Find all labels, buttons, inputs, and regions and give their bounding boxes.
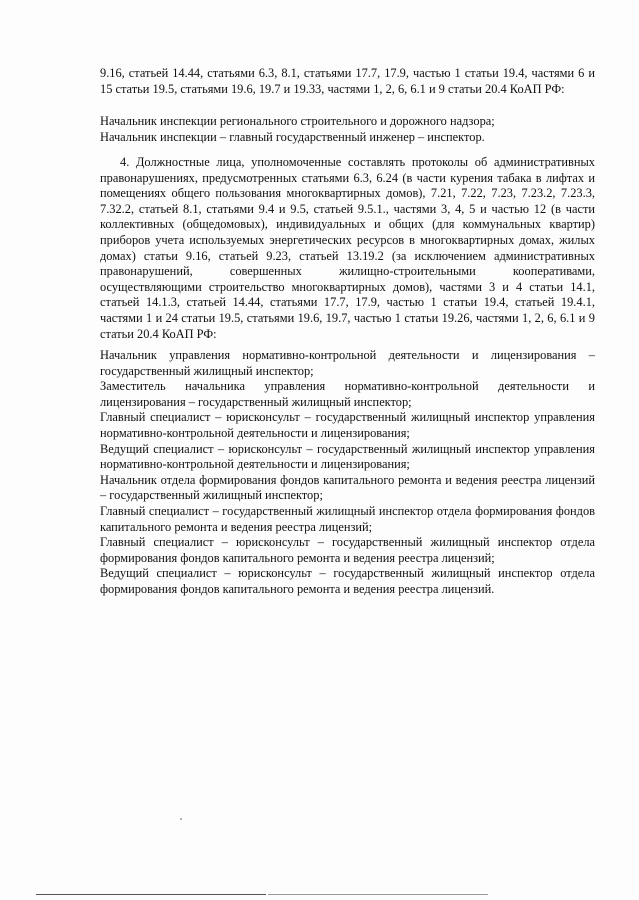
scan-speck <box>180 818 182 820</box>
footer-rule-faint <box>268 894 488 895</box>
official-item: Начальник инспекции – главный государственный инженер – инспектор. <box>100 129 485 144</box>
paragraph-4: 4. Должностные лица, уполномоченные составлять протоколы об административных правонарушениях, предусмотренных статьями 6.3, 6.24 (в части курения табака в лифтах и помещениях общего пользования многоквартирных домов), 7.21, 7.22, 7.23, 7.23.2, 7.23.3, 7.32.2, статьей 8.1, статьями 9.4 и 9.5, статьей 9.5.1., частями 3, 4, 5 и частью 12 (в части коллективных (общедомовых), индивидуальных и общих (для коммунальных квартир) приборов учета используемых энергетических ресурсов в многоквартирных домах, жилых домах) статьи 9.16, статьей 9.23, статьей 13.19.2 (за исключением административных правонарушений, совершенных жилищно-строительными кооперативами, осуществляющими строительство многоквартирных домов), частями 3 и 4 статьи 14.1, статьей 14.1.3, статьей 14.44, статьями 17.7, 17.9, частью 1 статьи 19.4, статьей 19.4.1, частями 1 и 24 статьи 19.5, статьями 19.6, 19.7, частью 1 статьи 19.26, частями 1, 2, 6, 6.1 и 9 статьи 20.4 КоАП РФ: <box>100 155 595 341</box>
officials-list-2 <box>100 348 595 598</box>
official-item: Начальник управления нормативно-контрольной деятельности и лицензирования – государственный жилищный инспектор; <box>100 348 595 378</box>
official-item: Главный специалист – юрисконсульт – государственный жилищный инспектор управления нормативно-контрольной деятельности и лицензирования; <box>100 410 595 440</box>
official-item: Заместитель начальника управления нормативно-контрольной деятельности и лицензирования – государственный жилищный инспектор; <box>100 379 595 409</box>
official-item: Начальник инспекции регионального строительного и дорожного надзора; <box>100 114 495 128</box>
official-item: Начальник отдела формирования фондов капитального ремонта и ведения реестра лицензий – государственный жилищный инспектор; <box>100 472 595 503</box>
officials-list-1 <box>100 114 595 145</box>
intro-paragraph: 9.16, статьей 14.44, статьями 6.3, 8.1, статьями 17.7, 17.9, частью 1 статьи 19.4, частями 6 и 15 статьи 19.5, статьями 19.6, 19.7 и 19.33, частями 1, 2, 6, 6.1 и 9 статьи 20.4 КоАП РФ: <box>100 66 595 96</box>
official-item: Главный специалист – юрисконсульт – государственный жилищный инспектор отдела формирования фондов капитального ремонта и ведения реестра лицензий; <box>100 535 595 565</box>
official-item: Ведущий специалист – юрисконсульт – государственный жилищный инспектор отдела формирования фондов капитального ремонта и ведения реестра лицензий. <box>100 566 595 596</box>
footer-rule <box>36 894 266 895</box>
official-item: Ведущий специалист – юрисконсульт – государственный жилищный инспектор управления нормативно-контрольной деятельности и лицензирования; <box>100 441 595 472</box>
official-item: Главный специалист – государственный жилищный инспектор отдела формирования фондов капитального ремонта и ведения реестра лицензий; <box>100 503 595 534</box>
